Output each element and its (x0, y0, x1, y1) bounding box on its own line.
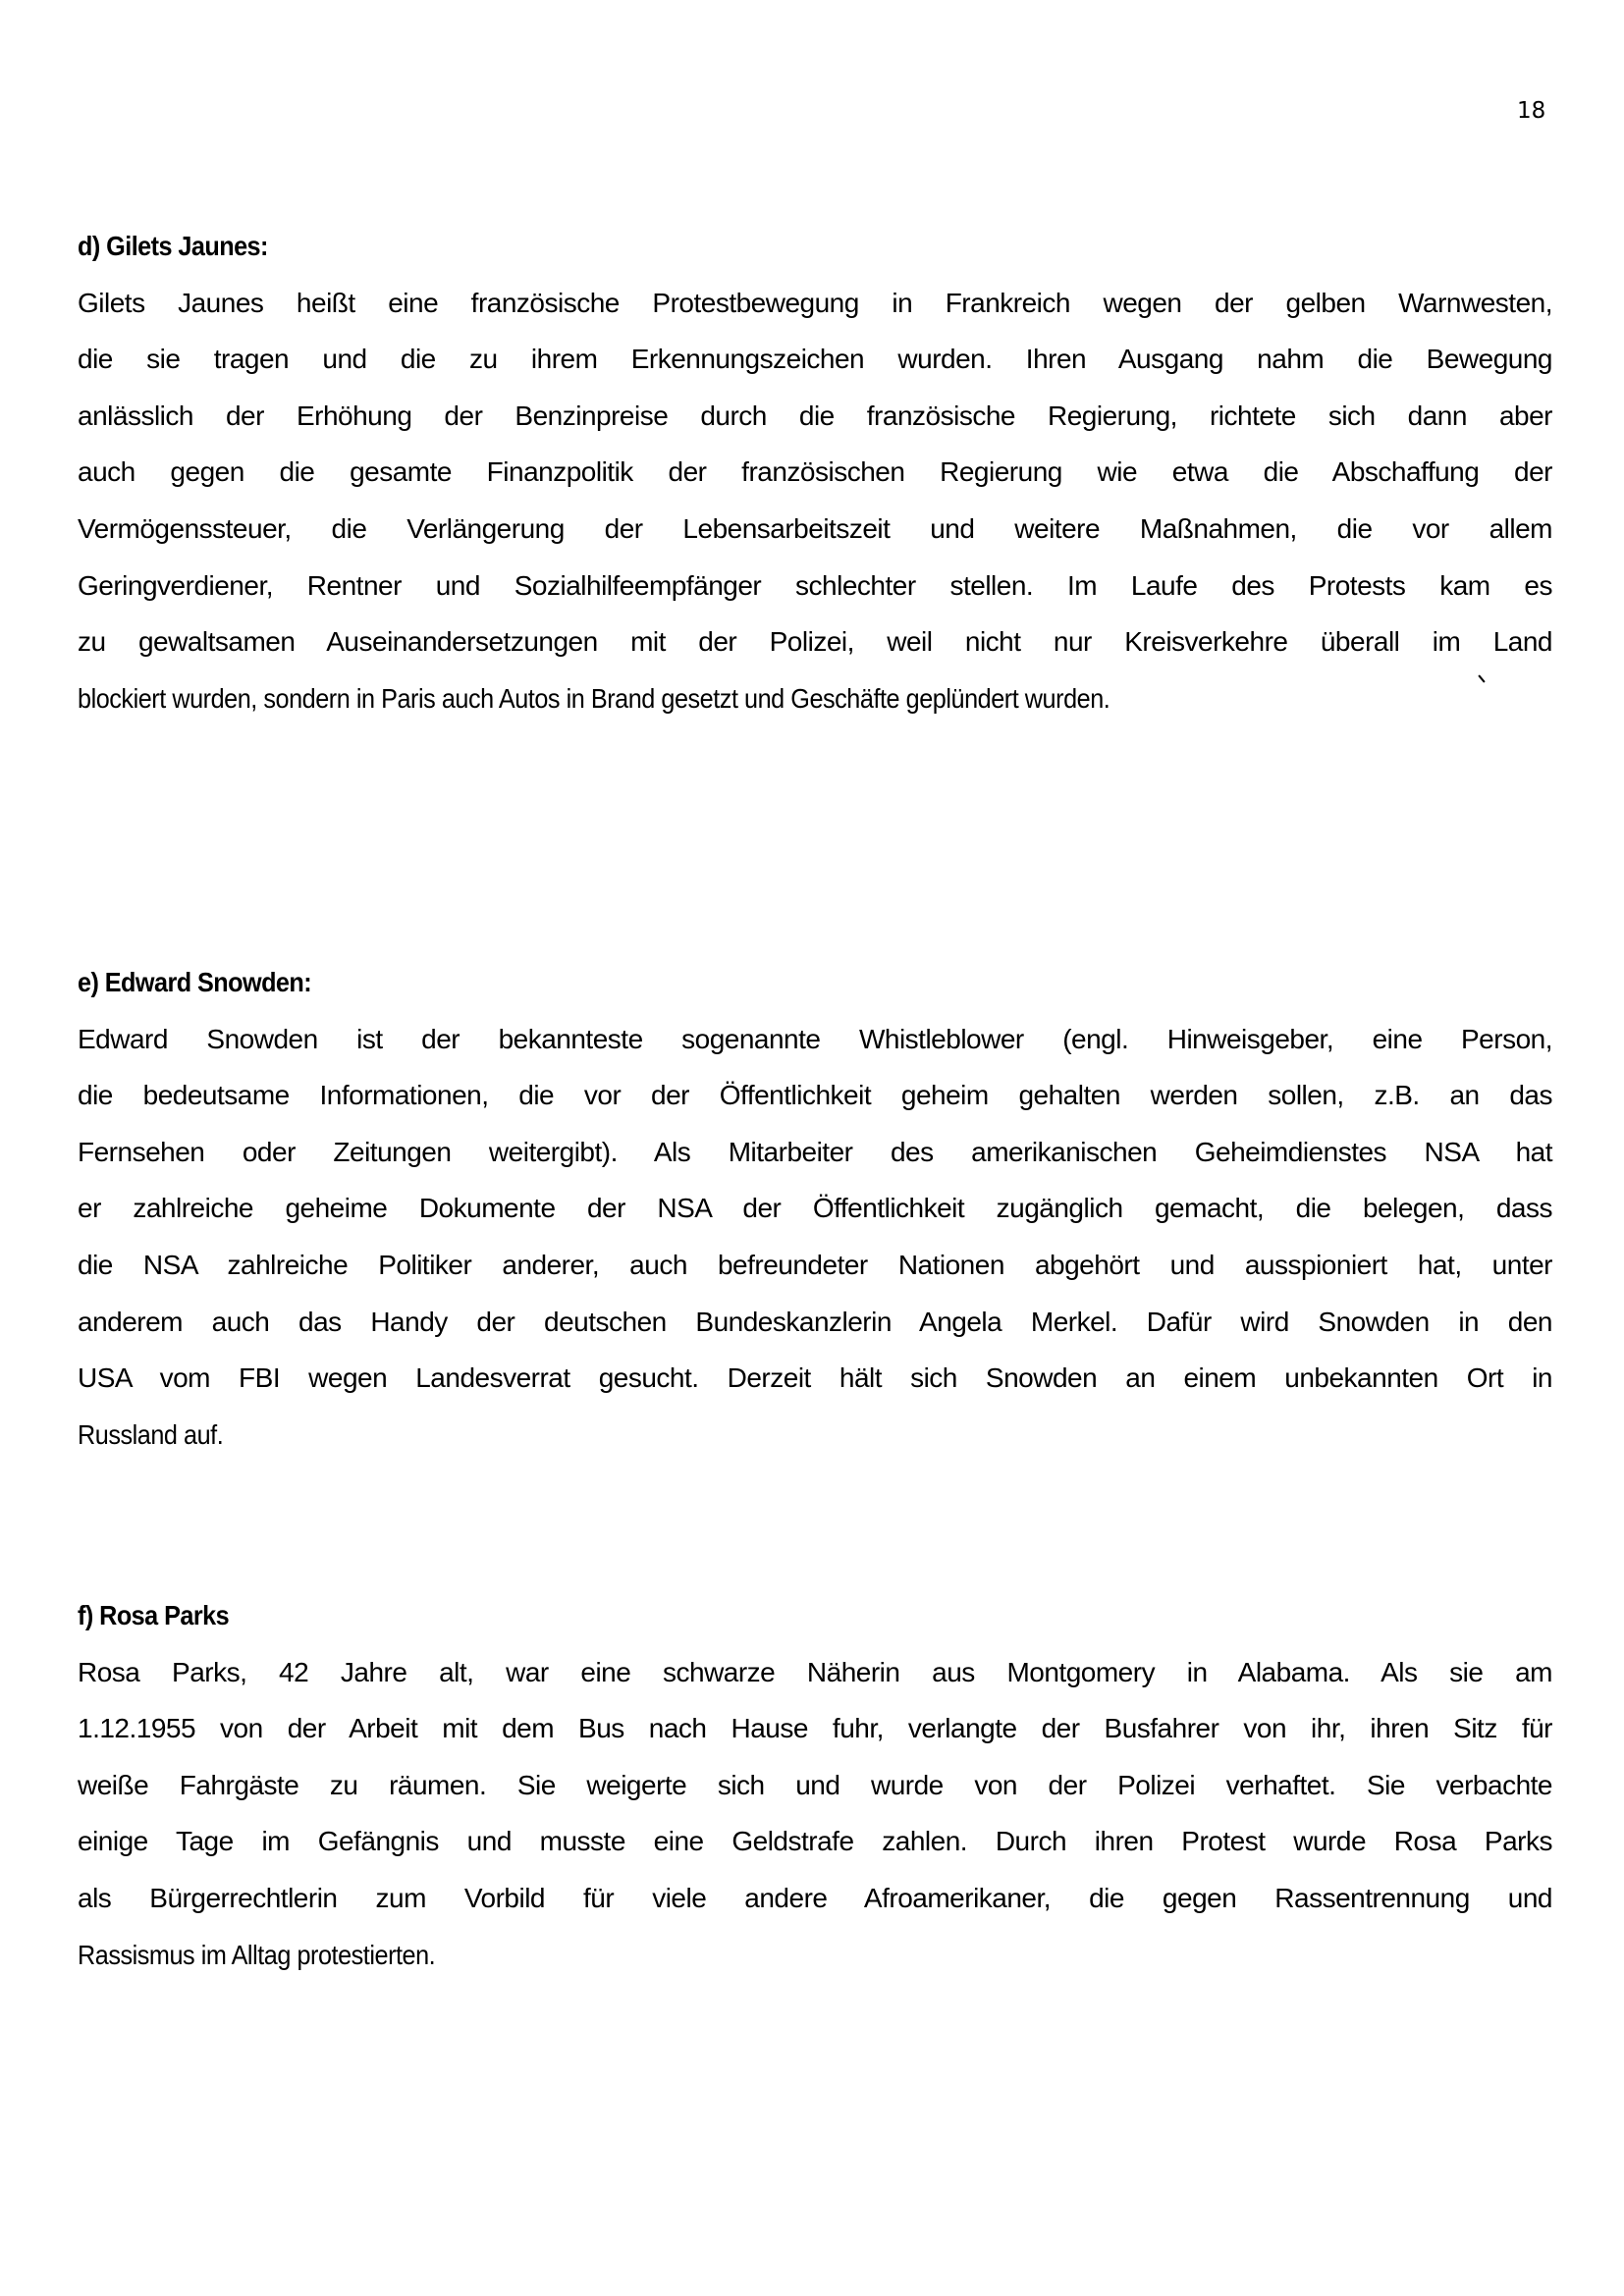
paragraph-line: Fernsehen oder Zeitungen weitergibt). Als Mitarbeiter des amerikanischen Geheimdienstes NSA hat (78, 1136, 1552, 1167)
paragraph-line: Rassismus im Alltag protestierten. (78, 1939, 436, 1970)
section-edward-snowden (78, 954, 1552, 1463)
section-gilets-jaunes (78, 218, 1552, 726)
paragraph-line: 1.12.1955 von der Arbeit mit dem Bus nach Hause fuhr, verlangte der Busfahrer von ihr, ihren Sitz für (78, 1713, 1552, 1744)
paragraph-line: die NSA zahlreiche Politiker anderer, auch befreundeter Nationen abgehört und ausspioniert hat, unter (78, 1249, 1552, 1280)
paragraph-line: Russland auf. (78, 1418, 224, 1450)
paragraph-line: Gilets Jaunes heißt eine französische Protestbewegung in Frankreich wegen der gelben Warnwesten, (78, 287, 1552, 318)
paragraph-line: einige Tage im Gefängnis und musste eine Geldstrafe zahlen. Durch ihren Protest wurde Rosa Parks (78, 1826, 1552, 1857)
section-rosa-parks (78, 1587, 1552, 1983)
paragraph-line: Edward Snowden ist der bekannteste sogenannte Whistleblower (engl. Hinweisgeber, eine Person, (78, 1023, 1552, 1054)
paragraph-line: USA vom FBI wegen Landesverrat gesucht. Derzeit hält sich Snowden an einem unbekannten Ort in (78, 1362, 1552, 1394)
paragraph-line: Rosa Parks, 42 Jahre alt, war eine schwarze Näherin aus Montgomery in Alabama. Als sie am (78, 1656, 1552, 1687)
paragraph-line: die bedeutsame Informationen, die vor der Öffentlichkeit geheim gehalten werden sollen, z.B. an das (78, 1080, 1552, 1111)
paragraph-line: anlässlich der Erhöhung der Benzinpreise durch die französische Regierung, richtete sich dann aber (78, 400, 1552, 431)
section-body (78, 1644, 1552, 1984)
paragraph-line: Vermögenssteuer, die Verlängerung der Lebensarbeitszeit und weitere Maßnahmen, die vor allem (78, 512, 1552, 544)
paragraph-line: als Bürgerrechtlerin zum Vorbild für viele andere Afroamerikaner, die gegen Rassentrennung und (78, 1882, 1552, 1913)
section-heading: d) Gilets Jaunes: (78, 231, 268, 261)
paragraph-line: auch gegen die gesamte Finanzpolitik der französischen Regierung wie etwa die Abschaffung der (78, 456, 1552, 488)
paragraph-line: zu gewaltsamen Auseinandersetzungen mit der Polizei, weil nicht nur Kreisverkehre überall im Land (78, 626, 1552, 658)
section-body (78, 275, 1552, 727)
paragraph-line: blockiert wurden, sondern in Paris auch Autos in Brand gesetzt und Geschäfte geplündert wurden. (78, 682, 1110, 714)
paragraph-line: die sie tragen und die zu ihrem Erkennungszeichen wurden. Ihren Ausgang nahm die Bewegung (78, 344, 1552, 375)
section-body (78, 1011, 1552, 1464)
paragraph-line: Geringverdiener, Rentner und Sozialhilfeempfänger schlechter stellen. Im Laufe des Protests kam es (78, 569, 1552, 601)
paragraph-line: er zahlreiche geheime Dokumente der NSA der Öffentlichkeit zugänglich gemacht, die belegen, dass (78, 1193, 1552, 1224)
section-heading: f) Rosa Parks (78, 1600, 230, 1630)
paragraph-line: anderem auch das Handy der deutschen Bundeskanzlerin Angela Merkel. Dafür wird Snowden in den (78, 1306, 1552, 1337)
section-heading: e) Edward Snowden: (78, 967, 312, 997)
page-number: 18 (1517, 98, 1546, 124)
paragraph-line: weiße Fahrgäste zu räumen. Sie weigerte sich und wurde von der Polizei verhaftet. Sie verbachte (78, 1769, 1552, 1800)
